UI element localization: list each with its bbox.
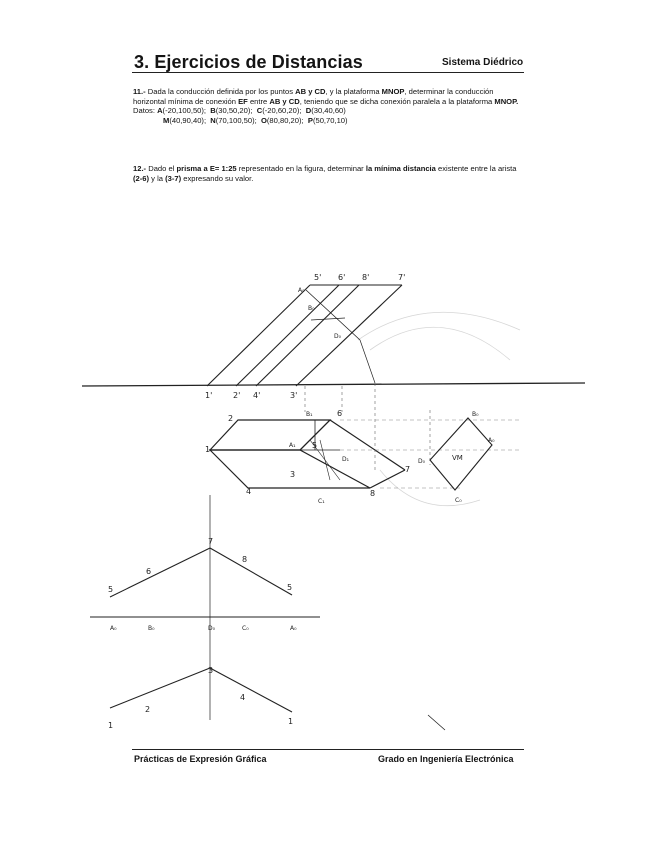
ex11-mnop-2: MNOP. — [494, 96, 519, 106]
label-dv: D₀ — [334, 333, 342, 340]
label-6: 6 — [337, 409, 343, 418]
label-6p: 6' — [338, 273, 346, 282]
label-l3: 3 — [208, 666, 214, 675]
label-aux-c: C₀ — [455, 497, 462, 504]
label-7p: 7' — [398, 273, 406, 282]
ex11-mnop: MNOP — [381, 87, 405, 96]
label-3p: 3' — [290, 391, 298, 400]
ex11-ab-cd: AB y CD — [295, 87, 326, 96]
ex11-text-1: Dada la conducción definida por los puntos — [145, 87, 296, 96]
point-name: M — [163, 115, 170, 125]
vertical-projection — [207, 285, 402, 386]
label-l5a: 5 — [108, 585, 114, 594]
label-l2: 2 — [145, 705, 151, 714]
point-name: C — [256, 106, 263, 116]
label-a1: A₁ — [289, 442, 296, 449]
label-l1b: 1 — [288, 717, 294, 726]
ex12-edge-26: (2-6) — [133, 173, 150, 183]
label-l1a: 1 — [108, 721, 114, 730]
label-l5b: 5 — [287, 583, 293, 592]
label-ab0r: A₀ — [290, 625, 297, 632]
system-label: Sistema Diédrico — [442, 57, 524, 68]
ex12-text-2: representado en la figura, determinar — [236, 164, 366, 173]
ex11-text-4: entre — [247, 96, 270, 106]
point-coords: (40,90,40); — [169, 115, 207, 125]
ex11-text-2: , y la plataforma — [325, 87, 382, 96]
ex12-text-1: Dado el — [146, 164, 177, 173]
ex11-text-3: , determinar la conducción horizontal mínima de conexión — [133, 87, 494, 106]
label-7: 7 — [405, 465, 411, 474]
footer-divider — [132, 749, 524, 750]
point-name: A — [157, 106, 163, 116]
construction-arcs — [358, 312, 520, 505]
point-name: P — [307, 115, 313, 125]
ex11-text-5: , teniendo que se dicha conexión paralela a la plataforma — [299, 96, 495, 106]
label-db0: D₀ — [208, 625, 216, 632]
label-1: 1 — [205, 445, 211, 454]
page-title: 3. Ejercicios de Distancias — [134, 52, 363, 72]
label-aux-vm: VM — [452, 454, 463, 462]
label-4: 4 — [246, 487, 252, 496]
point-coords: (30,40,60) — [311, 106, 346, 116]
ex11-ab-cd-2: AB y CD — [269, 96, 300, 106]
label-cb0: C₀ — [242, 625, 249, 632]
label-5: 5 — [312, 441, 318, 450]
label-8p: 8' — [362, 273, 370, 282]
label-bb0: B₀ — [148, 625, 155, 632]
sketch-mark — [428, 715, 445, 730]
label-8: 8 — [370, 489, 376, 498]
label-l7: 7 — [208, 537, 214, 546]
point-coords: (80,80,20); — [266, 115, 304, 125]
label-1p: 1' — [205, 391, 213, 400]
label-2: 2 — [228, 414, 234, 423]
ex12-text-4: y la — [149, 173, 166, 183]
label-d1: D₁ — [342, 456, 350, 463]
point-name: N — [210, 115, 216, 125]
label-l8: 8 — [242, 555, 248, 564]
point-name: B — [210, 106, 216, 116]
horizontal-projection — [210, 420, 405, 488]
point-coords: (70,100,50); — [215, 115, 257, 125]
ex12-min-distance: la mínima distancia — [365, 164, 436, 173]
label-c1: C₁ — [318, 498, 325, 505]
point-coords: (-20,100,50); — [162, 106, 207, 116]
elevation-view — [90, 495, 320, 720]
label-l6: 6 — [146, 567, 152, 576]
footer-course: Prácticas de Expresión Gráfica — [134, 754, 267, 764]
point-coords: (-20,60,20); — [262, 106, 302, 116]
label-5p: 5' — [314, 273, 322, 282]
point-coords: (50,70,10) — [312, 115, 348, 125]
data-label: Datos: — [133, 106, 158, 116]
ex12-text-5: expresando su valor. — [181, 173, 254, 183]
footer-degree: Grado en Ingeniería Electrónica — [378, 754, 514, 764]
label-3: 3 — [290, 470, 296, 479]
ex11-ef: EF — [238, 96, 248, 106]
label-b1: B₁ — [306, 411, 313, 418]
point-name: D — [305, 106, 312, 116]
ground-line — [82, 383, 585, 386]
label-4p: 4' — [253, 391, 261, 400]
ex12-prism: prisma a E= 1:25 — [176, 164, 237, 173]
ex12-edge-37: (3-7) — [165, 173, 182, 183]
point-coords: (30,50,20); — [215, 106, 253, 116]
label-aux-a: A₀ — [488, 437, 495, 444]
ex12-text-3: existente entre la arista — [435, 164, 517, 173]
label-aux-b: B₀ — [472, 411, 479, 418]
label-2p: 2' — [233, 391, 241, 400]
label-aux-d: D₀ — [418, 458, 426, 465]
exercise-12-number: 12.- — [133, 164, 147, 173]
label-av: A₀ — [298, 287, 305, 294]
label-ab0: A₀ — [110, 625, 117, 632]
point-name: O — [260, 115, 267, 125]
label-bv: B₀ — [308, 305, 315, 312]
exercise-11-number: 11.- — [133, 87, 146, 96]
label-l4: 4 — [240, 693, 246, 702]
